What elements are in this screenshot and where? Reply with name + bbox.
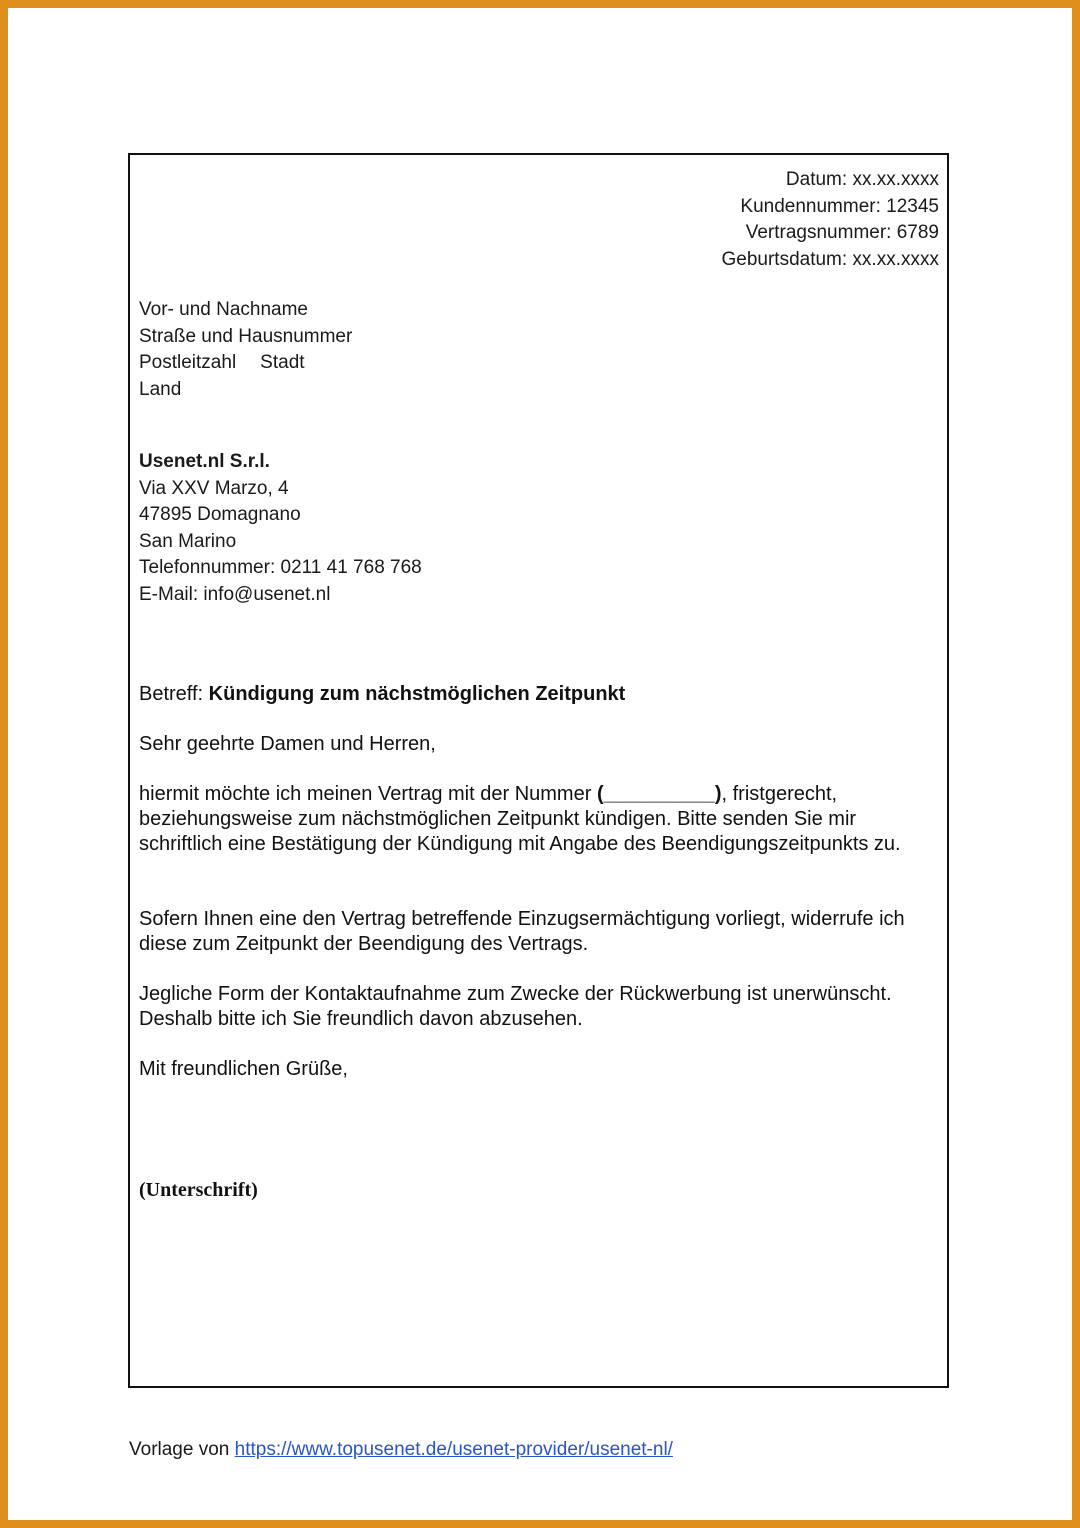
- letter-meta: [721, 167, 939, 273]
- recipient-country: San Marino: [139, 530, 237, 552]
- closing: Mit freundlichen Grüße,: [139, 1058, 348, 1080]
- recipient-phone: Telefonnummer: 0211 41 768 768: [139, 557, 422, 578]
- recipient-street: Via XXV Marzo, 4: [139, 477, 289, 499]
- footer-prefix: Vorlage von: [129, 1439, 235, 1460]
- contract-number-blank: (__________): [596, 783, 722, 805]
- subject-line: [139, 682, 939, 707]
- sender-postcode: Postleitzahl: [139, 352, 237, 373]
- recipient-address: [139, 449, 422, 608]
- date-line: Datum: xx.xx.xxxx: [785, 169, 939, 190]
- recipient-company: Usenet.nl S.r.l.: [139, 451, 270, 472]
- salutation: Sehr geehrte Damen und Herren,: [139, 733, 436, 755]
- customer-number-line: Kundennummer: 12345: [740, 195, 939, 217]
- sender-street: Straße und Hausnummer: [139, 325, 353, 347]
- letter-box: [128, 153, 949, 1388]
- paragraph-termination: hiermit möchte ich meinen Vertrag mit der Nummer (__________), fristgerecht, beziehungsweise zum nächstmöglichen Zeitpunkt kündigen. Bitte senden Sie mir schriftlich eine Bestätigung der Kündigung mit Angabe des Beendigungszeitpunkts zu.: [139, 783, 901, 855]
- source-link[interactable]: https://www.topusenet.de/usenet-provider/usenet-nl/: [234, 1439, 673, 1460]
- sender-name: Vor- und Nachname: [139, 299, 308, 320]
- sender-address: [139, 297, 352, 403]
- sender-postcode-city: [139, 350, 352, 377]
- signature-placeholder: (Unterschrift): [139, 1179, 258, 1201]
- recipient-city: 47895 Domagnano: [139, 504, 301, 525]
- contract-number-line: Vertragsnummer: 6789: [745, 222, 939, 243]
- footer-credit: [129, 1439, 673, 1461]
- sender-city: Stadt: [260, 352, 305, 373]
- subject-text: Kündigung zum nächstmöglichen Zeitpunkt: [208, 683, 626, 705]
- sender-country: Land: [139, 378, 182, 400]
- paragraph-no-contact: Jegliche Form der Kontaktaufnahme zum Zwecke der Rückwerbung ist unerwünscht. Deshalb bitte ich Sie freundlich davon abzusehen.: [139, 983, 892, 1030]
- paragraph-direct-debit: Sofern Ihnen eine den Vertrag betreffende Einzugsermächtigung vorliegt, widerrufe ich diese zum Zeitpunkt der Beendigung des Vertrags.: [139, 908, 905, 955]
- recipient-email: E-Mail: info@usenet.nl: [139, 583, 331, 605]
- birthdate-line: Geburtsdatum: xx.xx.xxxx: [721, 248, 939, 270]
- subject-label: Betreff:: [139, 683, 209, 705]
